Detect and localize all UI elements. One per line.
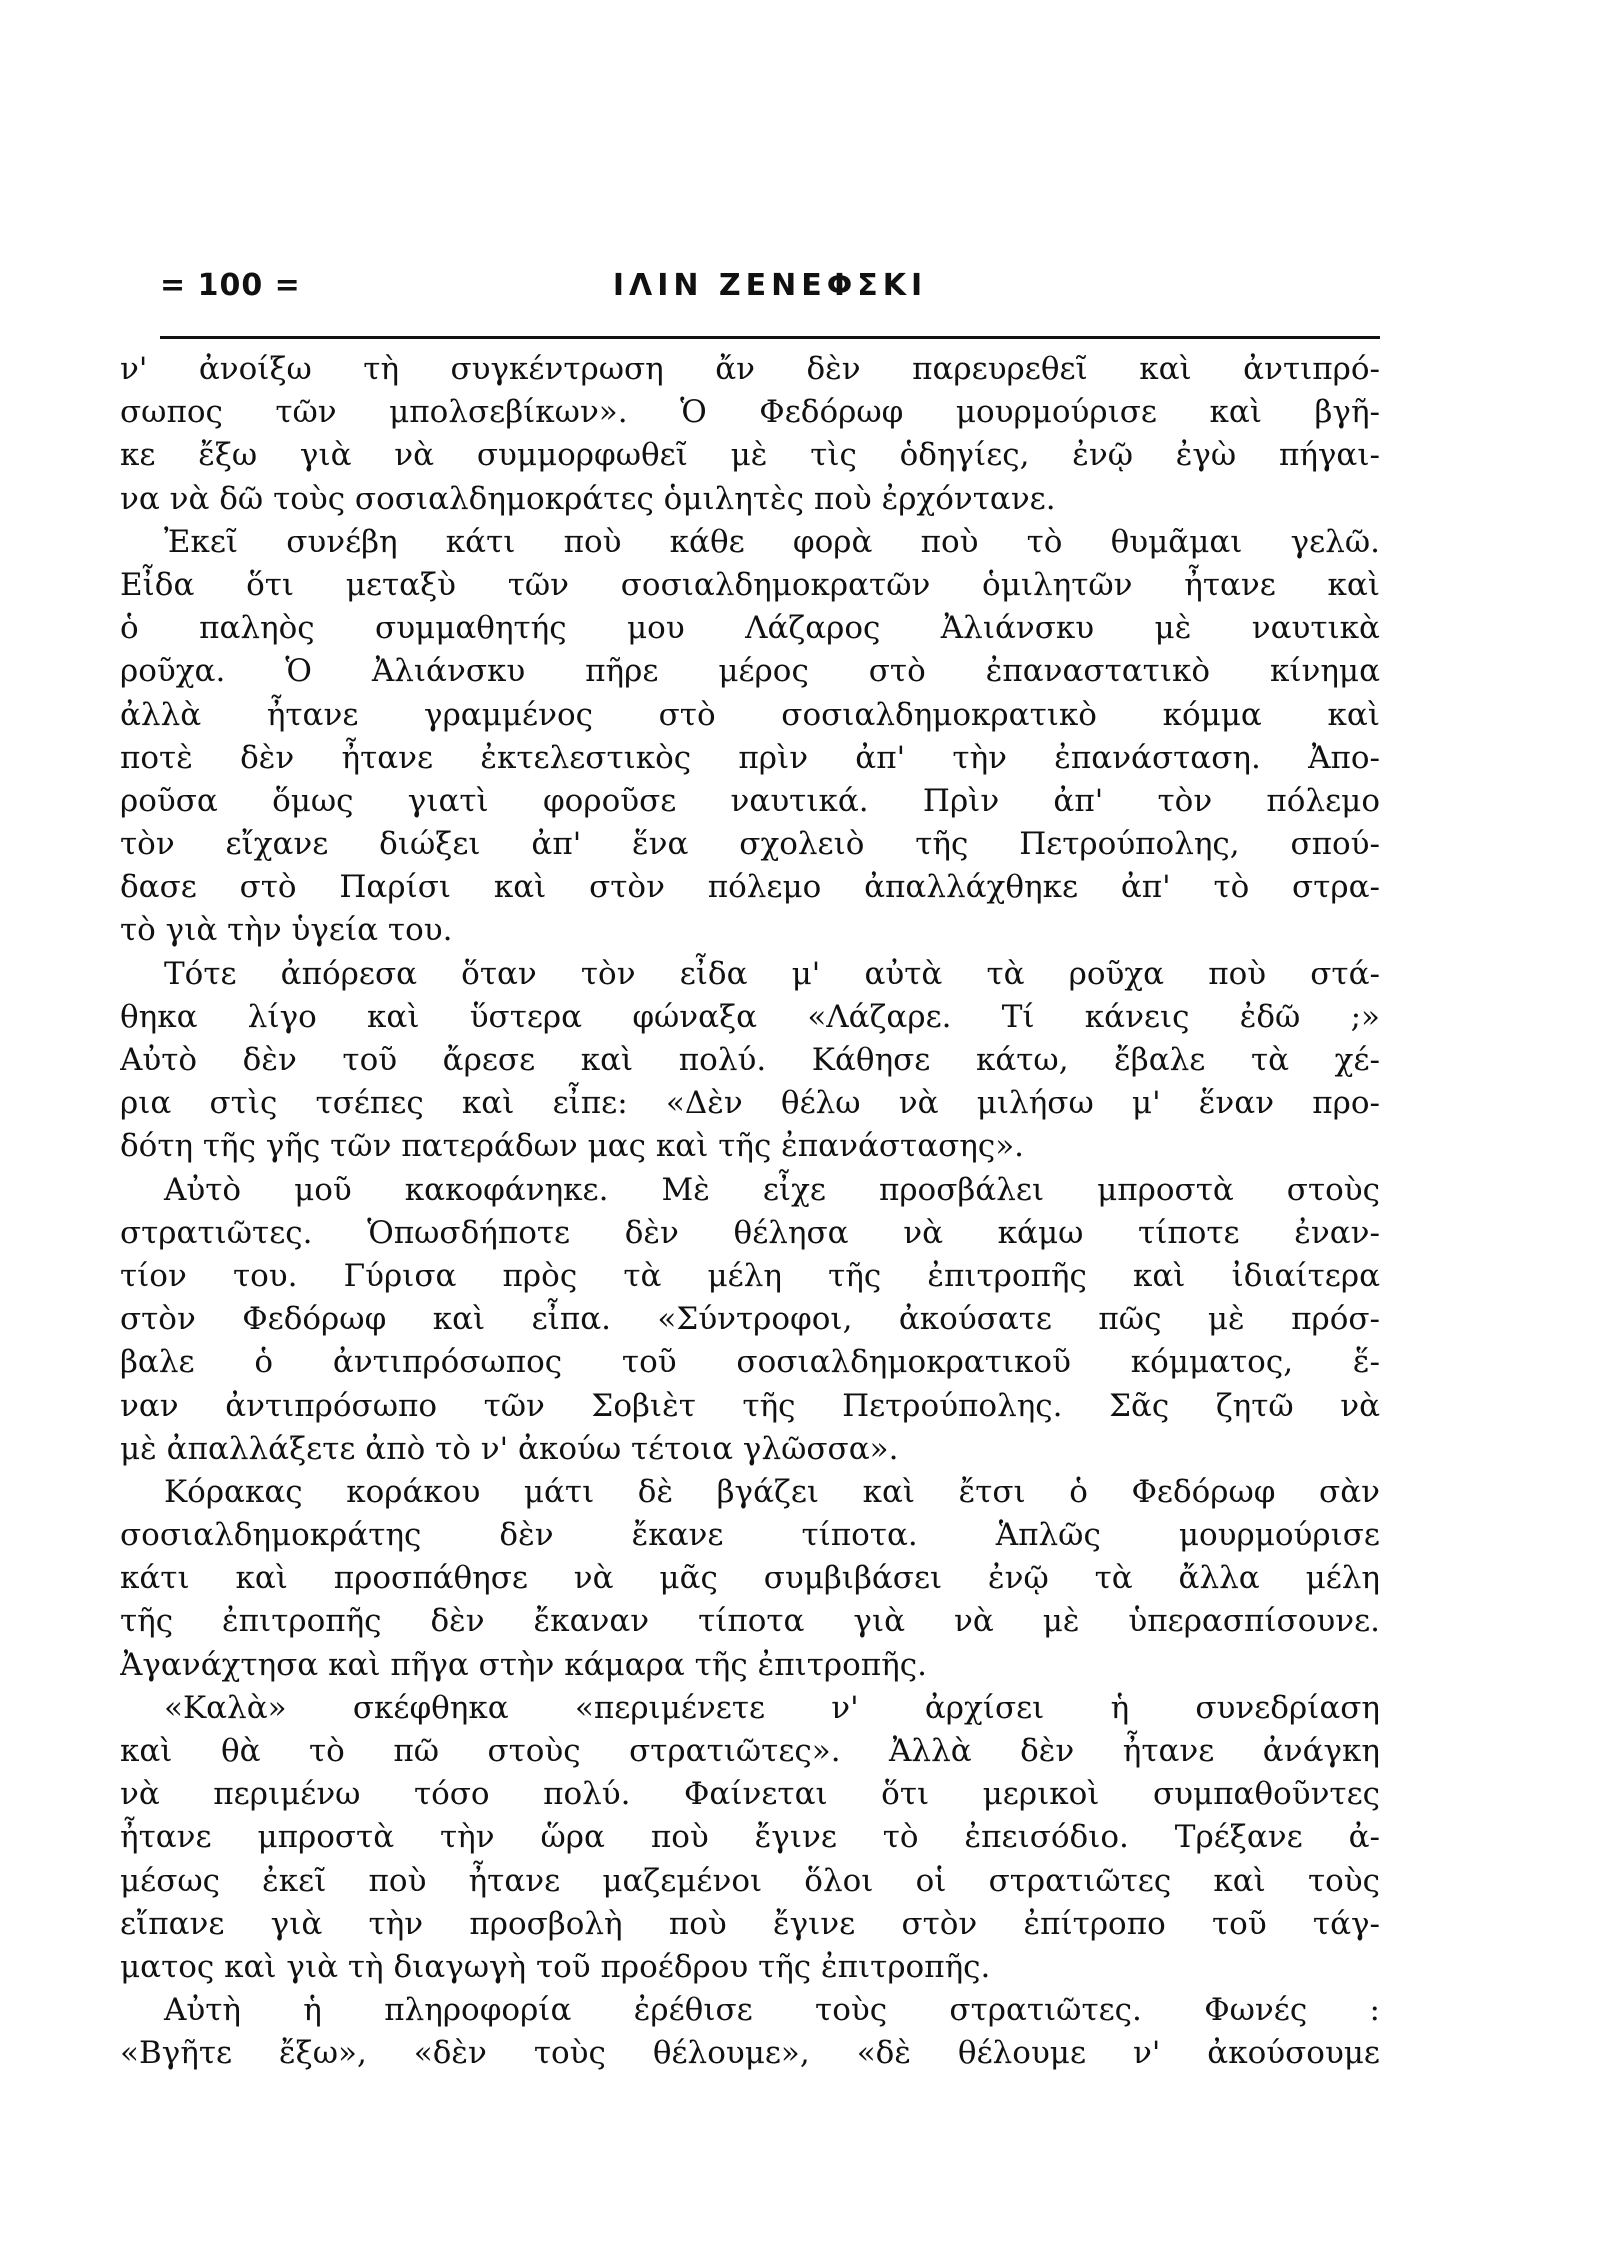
page-header (160, 268, 1380, 320)
text-line: ρια στὶς τσέπες καὶ εἶπε: «Δὲν θέλω νὰ μιλήσω μ' ἕναν προ- (120, 1085, 1380, 1122)
text-line: ποτὲ δὲν ἦτανε ἐκτελεστικὸς πρὶν ἀπ' τὴν ἐπανάσταση. Ἀπο- (120, 739, 1380, 776)
text-line: Τότε ἀπόρεσα ὅταν τὸν εἶδα μ' αὐτὰ τὰ ροῦχα ποὺ στά- (164, 955, 1380, 992)
text-line: σωπος τῶν μπολσεβίκων». Ὁ Φεδόρωφ μουρμούρισε καὶ βγῆ- (120, 394, 1380, 431)
text-line: ἀλλὰ ἦτανε γραμμένος στὸ σοσιαλδημοκρατικὸ κόμμα καὶ (120, 696, 1380, 733)
text-line: Εἶδα ὅτι μεταξὺ τῶν σοσιαλδημοκρατῶν ὁμιλητῶν ἦτανε καὶ (120, 566, 1380, 603)
text-line: δότη τῆς γῆς τῶν πατεράδων μας καὶ τῆς ἐπανάστασης». (120, 1128, 1025, 1165)
text-line: Αὐτὸ μοῦ κακοφάνηκε. Μὲ εἶχε προσβάλει μπροστὰ στοὺς (164, 1171, 1380, 1208)
text-line: ναν ἀντιπρόσωπο τῶν Σοβιὲτ τῆς Πετρούπολης. Σᾶς ζητῶ νὰ (120, 1387, 1380, 1424)
text-line: Αὐτὸ δὲν τοῦ ἄρεσε καὶ πολύ. Κάθησε κάτω, ἔβαλε τὰ χέ- (120, 1042, 1380, 1078)
text-line: μὲ ἀπαλλάξετε ἀπὸ τὸ ν' ἀκούω τέτοια γλῶσσα». (120, 1430, 899, 1467)
text-line: τὸν εἴχανε διώξει ἀπ' ἕνα σχολειὸ τῆς Πετρούπολης, σπού- (120, 826, 1380, 863)
text-line: Κόρακας κοράκου μάτι δὲ βγάζει καὶ ἔτσι ὁ Φεδόρωφ σὰν (164, 1473, 1380, 1510)
text-line: δασε στὸ Παρίσι καὶ στὸν πόλεμο ἀπαλλάχθηκε ἀπ' τὸ στρα- (120, 869, 1380, 906)
text-line: εἴπανε γιὰ τὴν προσβολὴ ποὺ ἔγινε στὸν ἐπίτροπο τοῦ τάγ- (120, 1905, 1380, 1942)
text-line: ἦτανε μπροστὰ τὴν ὥρα ποὺ ἔγινε τὸ ἐπεισόδιο. Τρέξανε ἀ- (120, 1819, 1380, 1856)
text-line: να νὰ δῶ τοὺς σοσιαλδημοκράτες ὁμιλητὲς ποὺ ἐρχόντανε. (120, 480, 1056, 517)
header-rule (160, 336, 1380, 339)
text-line: νὰ περιμένω τόσο πολύ. Φαίνεται ὅτι μερικοὶ συμπαθοῦντες (120, 1776, 1380, 1813)
text-line: βαλε ὁ ἀντιπρόσωπος τοῦ σοσιαλδημοκρατικοῦ κόμματος, ἕ- (120, 1344, 1380, 1381)
text-line: ὁ παληὸς συμμαθητής μου Λάζαρος Ἀλιάνσκυ μὲ ναυτικὰ (120, 610, 1380, 647)
text-line: Ἀγανάχτησα καὶ πῆγα στὴν κάμαρα τῆς ἐπιτροπῆς. (120, 1646, 927, 1683)
text-line: «Βγῆτε ἔξω», «δὲν τοὺς θέλουμε», «δὲ θέλουμε ν' ἀκούσουμε (120, 2035, 1380, 2072)
text-line: ν' ἀνοίξω τὴ συγκέντρωση ἄν δὲν παρευρεθεῖ καὶ ἀντιπρό- (120, 351, 1380, 387)
body-text (120, 348, 1380, 2076)
text-line: Αὐτὴ ἡ πληροφορία ἐρέθισε τοὺς στρατιῶτες. Φωνές : (164, 1992, 1380, 2029)
text-line: στρατιῶτες. Ὁπωσδήποτε δὲν θέλησα νὰ κάμω τίποτε ἐναν- (120, 1214, 1380, 1251)
text-line: ροῦχα. Ὁ Ἀλιάνσκυ πῆρε μέρος στὸ ἐπαναστατικὸ κίνημα (120, 653, 1380, 690)
text-line: τῆς ἐπιτροπῆς δὲν ἔκαναν τίποτα γιὰ νὰ μὲ ὑπερασπίσουνε. (120, 1603, 1380, 1640)
text-line: στὸν Φεδόρωφ καὶ εἶπα. «Σύντροφοι, ἀκούσατε πῶς μὲ πρόσ- (120, 1301, 1380, 1338)
text-line: κε ἔξω γιὰ νὰ συμμορφωθεῖ μὲ τὶς ὁδηγίες, ἐνῷ ἐγὼ πήγαι- (120, 437, 1380, 474)
text-line: ματος καὶ γιὰ τὴ διαγωγὴ τοῦ προέδρου τῆς ἐπιτροπῆς. (120, 1948, 991, 1985)
page-number: = 100 = (160, 268, 301, 303)
text-line: «Καλὰ» σκέφθηκα «περιμένετε ν' ἀρχίσει ἡ συνεδρίαση (164, 1689, 1380, 1726)
text-line: θηκα λίγο καὶ ὕστερα φώναξα «Λάζαρε. Τί κάνεις ἐδῶ ;» (120, 998, 1380, 1035)
text-line: σοσιαλδημοκράτης δὲν ἔκανε τίποτα. Ἁπλῶς μουρμούρισε (120, 1517, 1380, 1554)
text-line: Ἐκεῖ συνέβη κάτι ποὺ κάθε φορὰ ποὺ τὸ θυμᾶμαι γελῶ. (164, 523, 1380, 560)
text-line: τίον του. Γύρισα πρὸς τὰ μέλη τῆς ἐπιτροπῆς καὶ ἰδιαίτερα (120, 1257, 1380, 1294)
text-line: καὶ θὰ τὸ πῶ στοὺς στρατιῶτες». Ἀλλὰ δὲν ἦτανε ἀνάγκη (120, 1733, 1380, 1769)
text-line: ροῦσα ὅμως γιατὶ φοροῦσε ναυτικά. Πρὶν ἀπ' τὸν πόλεμο (120, 782, 1380, 819)
text-line: μέσως ἐκεῖ ποὺ ἦτανε μαζεμένοι ὅλοι οἱ στρατιῶτες καὶ τοὺς (120, 1862, 1380, 1899)
running-head: ΙΛΙΝ ΖΕΝΕΦΣΚΙ (612, 268, 928, 303)
text-line: κάτι καὶ προσπάθησε νὰ μᾶς συμβιβάσει ἐνῷ τὰ ἄλλα μέλη (120, 1560, 1380, 1597)
text-line: τὸ γιὰ τὴν ὑγεία του. (120, 912, 453, 949)
